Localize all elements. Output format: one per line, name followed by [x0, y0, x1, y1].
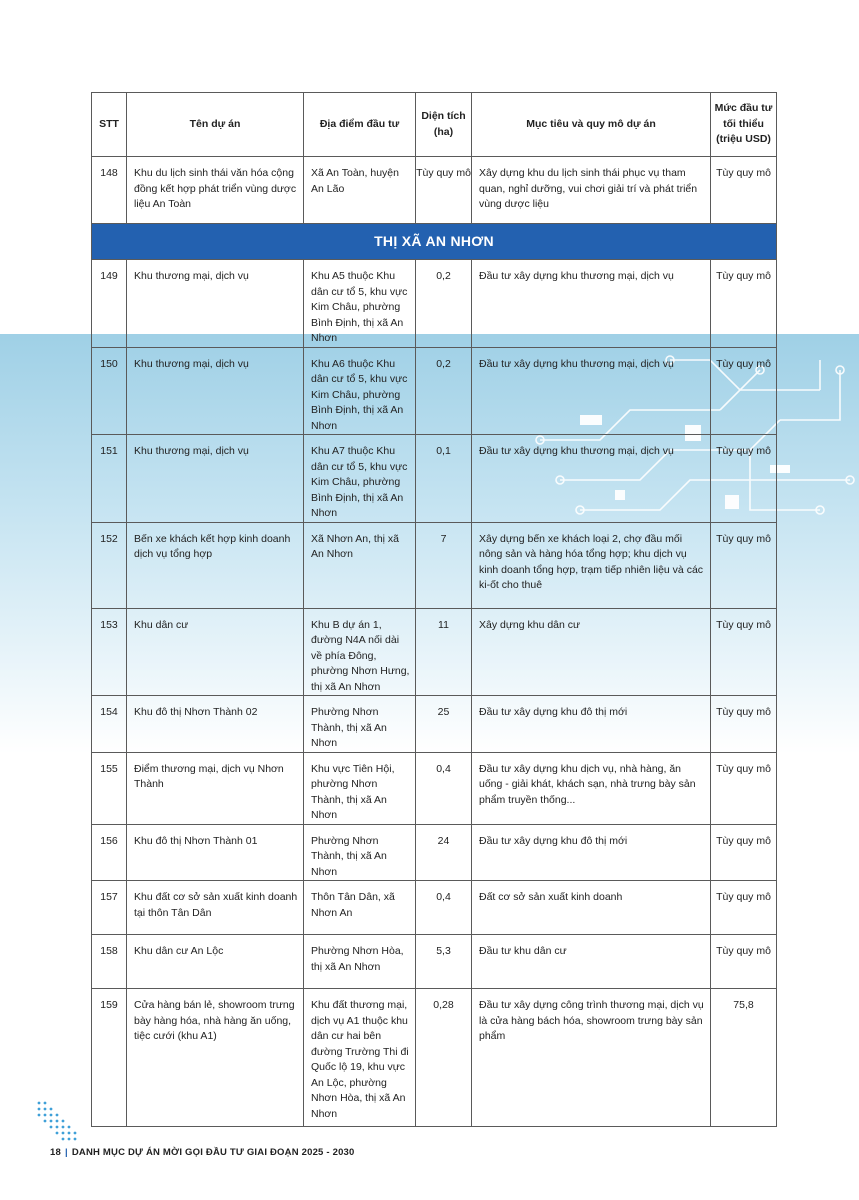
cell-stt: 148: [100, 167, 118, 179]
cell-project-name: Điểm thương mại, dịch vụ Nhơn Thành: [134, 762, 284, 790]
table-row: [92, 608, 777, 696]
cell-stt: 158: [100, 945, 118, 957]
cell-location: Phường Nhơn Thành, thị xã An Nhơn: [311, 834, 387, 878]
cell-min-investment: Tùy quy mô: [716, 945, 771, 957]
cell-min-investment: Tùy quy mô: [716, 270, 771, 282]
cell-project-name: Khu dân cư: [134, 618, 189, 631]
cell-project-name: Khu đô thị Nhơn Thành 01: [134, 834, 258, 847]
cell-stt: 154: [100, 706, 118, 718]
cell-goal: Đầu tư xây dựng khu thương mại, dịch vụ: [479, 445, 674, 457]
cell-min-investment: Tùy quy mô: [716, 618, 771, 631]
cell-stt: 153: [100, 618, 118, 631]
cell-stt: 151: [100, 445, 118, 457]
cell-goal: Đầu tư xây dựng khu thương mại, dịch vụ: [479, 270, 674, 282]
cell-location: Phường Nhơn Hòa, thị xã An Nhơn: [311, 945, 404, 973]
table-row: [92, 522, 777, 608]
table-row: [92, 696, 777, 753]
cell-location: Khu A6 thuộc Khu dân cư tổ 5, khu vực Kim Châu, phường Bình Định, thị xã An Nhơn: [311, 357, 408, 432]
cell-stt: 152: [100, 532, 118, 545]
header-goal: Mục tiêu và quy mô dự án: [472, 93, 711, 157]
footer-title: DANH MỤC DỰ ÁN MỜI GỌI ĐẦU TƯ GIAI ĐOẠN 2025 - 2030: [71, 1147, 355, 1158]
cell-stt: 156: [100, 834, 118, 847]
cell-goal: Đầu tư xây dựng công trình thương mại, dịch vụ là cửa hàng bách hóa, showroom trưng bày sản phẩm: [479, 999, 704, 1042]
page-number: 18: [50, 1147, 61, 1158]
cell-location: Xã Nhơn An, thị xã An Nhơn: [311, 532, 400, 560]
table-row: [92, 935, 777, 989]
cell-min-investment: Tùy quy mô: [716, 445, 771, 457]
cell-project-name: Khu thương mại, dịch vụ: [134, 445, 249, 457]
cell-area: 11: [438, 618, 449, 631]
cell-area: 5,3: [436, 945, 451, 957]
table-row: [92, 824, 777, 881]
cell-location: Khu đất thương mại, dịch vụ A1 thuộc khu dân cư hai bên đường Trường Thi đi Quốc lộ 19, khu vực An Lộc, phường Nhơn Hòa, thị xã An Nhơn: [311, 999, 409, 1120]
cell-stt: 149: [100, 270, 118, 282]
table-header-row: [92, 93, 777, 157]
cell-area: 0,1: [436, 445, 451, 457]
table-row: [92, 881, 777, 935]
cell-location: Thôn Tân Dân, xã Nhơn An: [311, 891, 395, 919]
cell-stt: 157: [100, 891, 118, 903]
footer-separator: |: [64, 1147, 68, 1158]
header-stt: STT: [92, 93, 127, 157]
cell-goal: Đầu tư xây dựng khu dịch vụ, nhà hàng, ăn uống - giải khát, khách sạn, nhà trưng bày sản phẩm truyền thống...: [479, 762, 696, 806]
header-min-investment: Mức đầu tư tối thiểu (triệu USD): [711, 93, 777, 157]
cell-area: 0,4: [436, 891, 451, 903]
cell-min-investment: Tùy quy mô: [716, 762, 771, 775]
cell-min-investment: Tùy quy mô: [716, 891, 771, 903]
section-header-row: [92, 224, 777, 260]
cell-area: Tùy quy mô: [416, 167, 471, 179]
cell-location: Phường Nhơn Thành, thị xã An Nhơn: [311, 706, 387, 749]
cell-project-name: Khu thương mại, dịch vụ: [134, 357, 249, 370]
cell-min-investment: Tùy quy mô: [716, 532, 771, 545]
cell-goal: Đất cơ sở sản xuất kinh doanh: [479, 891, 623, 903]
cell-area: 0,2: [436, 357, 451, 370]
cell-location: Khu vực Tiên Hội, phường Nhơn Thành, thị xã An Nhơn: [311, 762, 395, 821]
cell-min-investment: Tùy quy mô: [716, 834, 771, 847]
cell-location: Khu B dự án 1, đường N4A nối dài về phía Đông, phường Nhơn Hưng, thị xã An Nhơn: [311, 618, 410, 693]
cell-stt: 159: [100, 999, 118, 1011]
cell-goal: Đầu tư xây dựng khu đô thị mới: [479, 834, 628, 847]
cell-project-name: Khu đô thị Nhơn Thành 02: [134, 706, 258, 718]
section-title: THỊ XÃ AN NHƠN: [92, 224, 777, 260]
cell-goal: Đầu tư khu dân cư: [479, 945, 567, 957]
cell-location: Khu A5 thuộc Khu dân cư tổ 5, khu vực Kim Châu, phường Bình Định, thị xã An Nhơn: [311, 270, 408, 344]
header-project-name: Tên dự án: [127, 93, 304, 157]
cell-goal: Xây dựng khu dân cư: [479, 618, 581, 631]
cell-goal: Đầu tư xây dựng khu thương mại, dịch vụ: [479, 357, 674, 370]
cell-project-name: Khu đất cơ sở sản xuất kinh doanh tại thôn Tân Dân: [134, 891, 298, 919]
cell-min-investment: Tùy quy mô: [716, 357, 771, 370]
page-footer: [50, 1147, 355, 1158]
cell-area: 7: [440, 532, 447, 545]
cell-area: 0,4: [436, 762, 451, 775]
cell-stt: 155: [100, 762, 118, 775]
project-table: [91, 92, 777, 1127]
cell-area: 0,28: [433, 999, 454, 1011]
cell-area: 24: [437, 834, 450, 847]
header-area: Diện tích (ha): [416, 93, 472, 157]
cell-goal: Đầu tư xây dựng khu đô thị mới: [479, 706, 628, 718]
cell-min-investment: Tùy quy mô: [716, 706, 771, 718]
cell-goal: Xây dựng khu du lịch sinh thái phục vụ tham quan, nghỉ dưỡng, vui chơi giải trí và phát triển vùng dược liệu: [479, 167, 698, 210]
cell-min-investment: 75,8: [733, 999, 754, 1011]
table-row: [92, 435, 777, 523]
table-row: [92, 347, 777, 435]
table-row: [92, 157, 777, 224]
cell-project-name: Bến xe khách kết hợp kinh doanh dịch vụ tổng hợp: [134, 532, 291, 560]
table-row: [92, 260, 777, 348]
cell-location: Xã An Toàn, huyện An Lão: [311, 167, 399, 195]
cell-area: 25: [437, 706, 450, 718]
dot-pattern-decoration: [36, 1100, 81, 1145]
cell-location: Khu A7 thuộc Khu dân cư tổ 5, khu vực Kim Châu, phường Bình Định, thị xã An Nhơn: [311, 445, 408, 519]
table-row: [92, 752, 777, 824]
cell-goal: Xây dựng bến xe khách loại 2, chợ đầu mối nông sản và hàng hóa tổng hợp; khu dịch vụ kinh doanh tổng hợp, trạm tiếp nhiên liệu và các ki-ốt cho thuê: [479, 532, 704, 591]
cell-project-name: Khu dân cư An Lộc: [134, 945, 224, 957]
cell-project-name: Khu thương mại, dịch vụ: [134, 270, 249, 282]
cell-project-name: Khu du lịch sinh thái văn hóa cộng đồng kết hợp phát triển vùng dược liệu An Toàn: [134, 167, 297, 210]
header-location: Địa điểm đầu tư: [304, 93, 416, 157]
table-row: [92, 989, 777, 1127]
cell-project-name: Cửa hàng bán lẻ, showroom trưng bày hàng hóa, nhà hàng ăn uống, tiệc cưới (khu A1): [134, 999, 295, 1042]
cell-stt: 150: [100, 357, 118, 370]
cell-min-investment: Tùy quy mô: [716, 167, 771, 179]
cell-area: 0,2: [436, 270, 451, 282]
